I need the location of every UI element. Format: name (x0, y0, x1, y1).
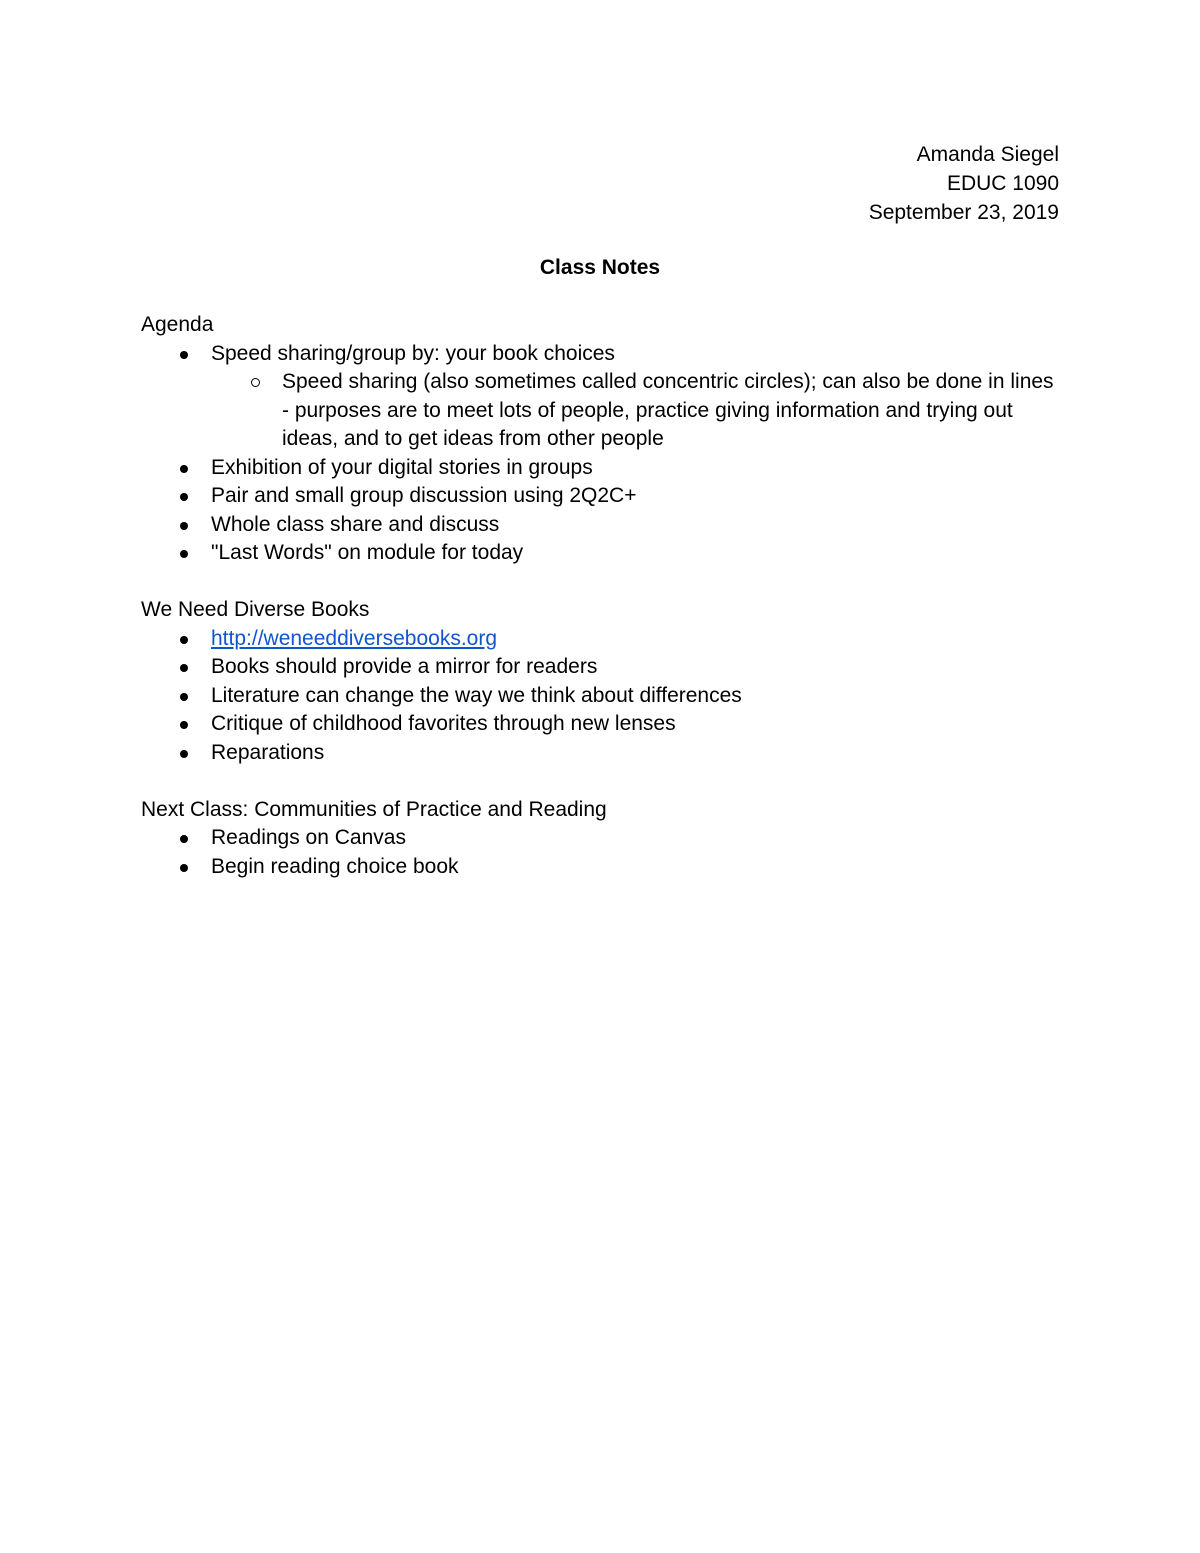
bullet-icon (180, 864, 188, 872)
list-item (141, 511, 1059, 540)
document-header (869, 140, 1059, 227)
next-class-section (141, 796, 1059, 882)
list-item (141, 539, 1059, 568)
list-item-text: Books should provide a mirror for readers (211, 655, 598, 678)
list-item (141, 482, 1059, 511)
list-item-text: Whole class share and discuss (211, 512, 500, 536)
bullet-icon (180, 835, 188, 843)
bullet-icon (180, 493, 188, 501)
list-item (141, 653, 1059, 682)
agenda-sublist (211, 368, 1059, 454)
diverse-books-heading: We Need Diverse Books (141, 598, 370, 621)
list-item (141, 824, 1059, 853)
list-item-text: Exhibition of your digital stories in groups (211, 455, 593, 479)
list-item (141, 853, 1059, 882)
course-code: EDUC 1090 (946, 172, 1059, 195)
next-class-heading: Next Class: Communities of Practice and Reading (141, 797, 607, 821)
list-item-text: Readings on Canvas (211, 826, 406, 849)
next-class-list (141, 824, 1059, 881)
bullet-icon (180, 550, 188, 558)
sub-list-item (211, 368, 1059, 454)
bullet-icon (180, 721, 188, 729)
list-item-text: Critique of childhood favorites through new lenses (211, 712, 676, 735)
diverse-books-list (141, 625, 1059, 768)
sub-list-item-text: Speed sharing (also sometimes called concentric circles); can also be done in lines - purposes are to meet lots of people, practice giving information and trying out ideas, and to get ideas from other people (282, 370, 1054, 450)
document-body (141, 311, 1059, 910)
bullet-icon (180, 465, 188, 473)
list-item (141, 454, 1059, 483)
list-item-text: "Last Words" on module for today (211, 541, 524, 564)
agenda-heading: Agenda (141, 313, 214, 336)
list-item-text: Literature can change the way we think about differences (211, 683, 742, 707)
agenda-section (141, 311, 1059, 568)
list-item-text: Begin reading choice book (211, 854, 459, 878)
list-item-text: Speed sharing/group by: your book choices (211, 341, 615, 365)
list-item-text: Reparations (211, 740, 325, 764)
bullet-icon (180, 750, 188, 758)
agenda-list (141, 340, 1059, 568)
page-title: Class Notes (539, 256, 661, 279)
list-item (141, 625, 1059, 654)
list-item (141, 682, 1059, 711)
diverse-books-section (141, 596, 1059, 767)
document-date: September 23, 2019 (868, 201, 1059, 224)
diverse-books-link[interactable]: http://weneeddiversebooks.org (211, 626, 498, 650)
list-item-text: Pair and small group discussion using 2Q2C+ (211, 484, 637, 507)
bullet-icon (180, 522, 188, 530)
list-item (141, 710, 1059, 739)
author-name: Amanda Siegel (916, 143, 1059, 166)
bullet-icon (180, 636, 188, 644)
hollow-bullet-icon (251, 378, 260, 387)
list-item (141, 340, 1059, 454)
bullet-icon (180, 664, 188, 672)
bullet-icon (180, 693, 188, 701)
list-item (141, 739, 1059, 768)
bullet-icon (180, 351, 188, 359)
